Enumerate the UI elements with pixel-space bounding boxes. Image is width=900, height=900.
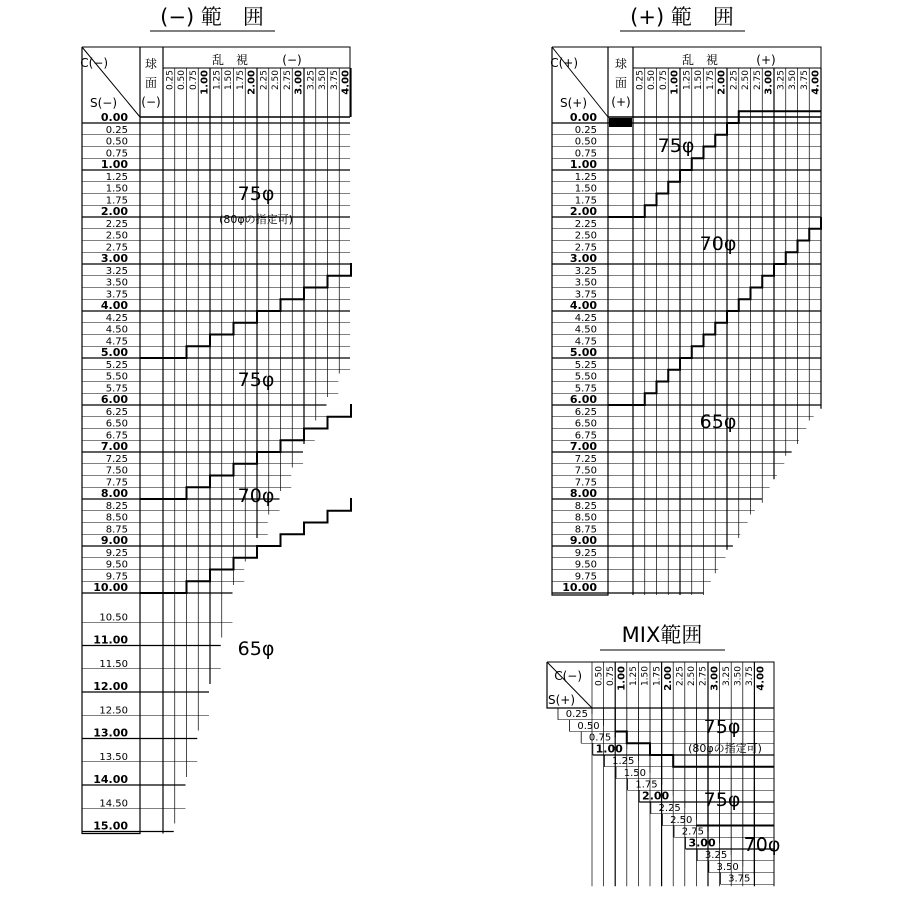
plus-sph-value-label: 2.25 bbox=[574, 218, 597, 230]
plus-cyl-label: 乱 視 bbox=[681, 53, 719, 67]
minus-sph-value-label: 8.25 bbox=[105, 500, 128, 512]
plus-sph-value-label: 0.25 bbox=[574, 124, 597, 136]
mix-zone-70: 70φ bbox=[743, 834, 781, 856]
minus-sph-value-label: 1.00 bbox=[100, 158, 128, 171]
minus-sph-value-label: 5.75 bbox=[105, 383, 128, 395]
plus-zone-65: 65φ bbox=[699, 411, 737, 433]
minus-zone-70: 70φ bbox=[237, 485, 275, 507]
minus-sph-value-label: 4.75 bbox=[105, 336, 128, 348]
minus-sph-value-label: 7.25 bbox=[105, 453, 128, 465]
plus-sph-value-label: 3.75 bbox=[574, 289, 597, 301]
minus-sph-value-label: 3.25 bbox=[105, 265, 128, 277]
mix-zone-75-b: 75φ bbox=[703, 789, 741, 811]
plus-cyl-value-label: 0.25 bbox=[635, 70, 646, 91]
minus-sph-value-label: 3.50 bbox=[105, 277, 128, 289]
minus-cyl-value-label: 2.50 bbox=[271, 70, 282, 91]
minus-sph-value-label: 2.75 bbox=[105, 242, 128, 254]
mix-sph-value-label: 3.25 bbox=[704, 850, 728, 861]
minus-sph-value-label: 7.50 bbox=[105, 465, 128, 477]
mix-sph-value-label: 2.00 bbox=[642, 789, 670, 803]
plus-sph-value-label: 5.00 bbox=[569, 346, 597, 359]
mix-sph-value-label: 2.50 bbox=[670, 814, 693, 826]
mix-sph-value-label: 3.50 bbox=[716, 861, 739, 873]
minus-zone-75-note: (80φの指定可) bbox=[219, 213, 293, 226]
plus-sphere-label-3: (+) bbox=[611, 95, 631, 109]
minus-sph-value-label: 1.75 bbox=[105, 195, 128, 207]
minus-cyl-value-label: 1.00 bbox=[199, 70, 211, 95]
mix-cyl-value-label: 3.50 bbox=[733, 666, 744, 687]
plus-boundary-75 bbox=[608, 111, 821, 217]
plus-sph-value-label: 4.25 bbox=[574, 312, 597, 324]
plus-blocked-cell bbox=[609, 118, 632, 127]
plus-sph-value-label: 8.00 bbox=[569, 487, 597, 500]
mix-sph-value-label: 2.25 bbox=[658, 803, 681, 814]
minus-sph-value-label: 0.25 bbox=[105, 124, 128, 136]
minus-sph-value-label: 13.50 bbox=[99, 751, 128, 763]
mix-cyl-value-label: 0.50 bbox=[594, 666, 605, 687]
minus-range-chart bbox=[80, 5, 351, 834]
minus-sph-value-label: 5.50 bbox=[105, 371, 128, 383]
plus-sph-value-label: 3.25 bbox=[574, 265, 597, 277]
plus-sph-value-label: 8.75 bbox=[574, 524, 597, 536]
mix-sph-value-label: 2.75 bbox=[681, 826, 704, 838]
plus-range-chart bbox=[550, 5, 821, 595]
plus-cyl-value-label: 0.75 bbox=[658, 70, 669, 91]
minus-sph-value-label: 8.50 bbox=[105, 512, 128, 524]
plus-chart-title: (+) 範 囲 bbox=[630, 5, 734, 29]
minus-sph-value-label: 14.50 bbox=[99, 798, 128, 810]
plus-cyl-sign: (+) bbox=[756, 53, 776, 67]
minus-sph-value-label: 12.50 bbox=[99, 705, 128, 717]
plus-cyl-value-label: 3.25 bbox=[776, 70, 787, 91]
plus-sph-value-label: 9.00 bbox=[569, 534, 597, 547]
mix-sph-value-label: 0.25 bbox=[565, 709, 588, 720]
plus-sph-value-label: 6.50 bbox=[574, 418, 597, 430]
mix-sph-value-label: 1.75 bbox=[635, 779, 658, 791]
minus-sph-value-label: 8.00 bbox=[100, 487, 128, 500]
plus-cyl-value-label: 3.00 bbox=[763, 70, 775, 95]
plus-sph-value-label: 6.00 bbox=[569, 393, 597, 406]
minus-sph-value-label: 9.50 bbox=[105, 559, 128, 571]
minus-cyl-value-label: 1.75 bbox=[235, 70, 246, 91]
minus-sph-value-label: 12.00 bbox=[93, 680, 128, 693]
minus-sphere-label-2: 面 bbox=[144, 76, 158, 90]
minus-sph-value-label: 6.75 bbox=[105, 430, 128, 442]
plus-sph-value-label: 9.50 bbox=[574, 559, 597, 571]
mix-sph-value-label: 0.75 bbox=[588, 732, 612, 744]
plus-sph-value-label: 7.75 bbox=[574, 477, 597, 489]
mix-cyl-value-label: 1.50 bbox=[640, 666, 651, 687]
plus-sph-value-label: 5.50 bbox=[574, 371, 597, 383]
mix-s-label: S(+) bbox=[548, 693, 576, 707]
plus-cyl-value-label: 2.25 bbox=[729, 70, 740, 91]
plus-sph-value-label: 6.25 bbox=[574, 406, 597, 418]
minus-cyl-value-label: 0.25 bbox=[165, 70, 176, 91]
minus-sph-value-label: 6.00 bbox=[100, 393, 128, 406]
plus-sph-value-label: 9.75 bbox=[574, 571, 597, 583]
plus-cyl-value-label: 1.50 bbox=[694, 70, 705, 91]
plus-sph-value-label: 8.50 bbox=[574, 512, 597, 524]
plus-sph-value-label: 1.25 bbox=[574, 171, 597, 183]
minus-sphere-label-1: 球 bbox=[144, 57, 158, 71]
plus-sph-value-label: 1.00 bbox=[569, 158, 597, 171]
mix-cyl-value-label: 2.75 bbox=[698, 666, 709, 687]
minus-sph-value-label: 3.00 bbox=[100, 252, 128, 265]
mix-sph-value-label: 1.50 bbox=[623, 767, 646, 779]
minus-sph-value-label: 10.50 bbox=[99, 612, 128, 624]
minus-sph-value-label: 0.00 bbox=[100, 111, 128, 124]
plus-sph-value-label: 2.50 bbox=[574, 230, 597, 242]
minus-sph-value-label: 6.50 bbox=[105, 418, 128, 430]
plus-sph-value-label: 1.75 bbox=[574, 195, 597, 207]
minus-cyl-value-label: 0.50 bbox=[177, 70, 188, 91]
plus-cyl-value-label: 0.50 bbox=[647, 70, 658, 91]
plus-sph-value-label: 7.25 bbox=[574, 453, 597, 465]
minus-sph-value-label: 13.00 bbox=[93, 726, 128, 740]
minus-zone-75-b: 75φ bbox=[237, 369, 275, 391]
minus-sph-value-label: 0.50 bbox=[105, 136, 128, 148]
minus-sph-value-label: 2.25 bbox=[105, 218, 128, 230]
plus-sph-value-label: 4.50 bbox=[574, 324, 597, 336]
minus-cyl-value-label: 3.50 bbox=[318, 70, 329, 91]
minus-sph-value-label: 14.00 bbox=[93, 773, 128, 786]
mix-frame bbox=[547, 662, 774, 886]
minus-cyl-value-label: 2.00 bbox=[246, 70, 258, 95]
mix-cyl-value-label: 0.75 bbox=[605, 666, 616, 687]
mix-cyl-value-label: 2.00 bbox=[662, 666, 674, 691]
plus-cyl-value-label: 4.00 bbox=[810, 70, 822, 95]
minus-c-label: C(−) bbox=[80, 56, 108, 70]
minus-sph-value-label: 9.00 bbox=[100, 534, 128, 547]
minus-sph-value-label: 1.25 bbox=[105, 171, 128, 183]
mix-cyl-value-label: 3.75 bbox=[745, 666, 756, 687]
mix-cyl-value-label: 1.00 bbox=[616, 666, 628, 691]
plus-cyl-value-label: 3.50 bbox=[788, 70, 799, 91]
plus-cyl-value-label: 2.00 bbox=[716, 70, 728, 95]
plus-c-label: C(+) bbox=[550, 56, 578, 70]
minus-cyl-value-label: 0.75 bbox=[188, 70, 199, 91]
minus-sph-value-label: 11.00 bbox=[93, 633, 128, 647]
minus-zone-65: 65φ bbox=[237, 638, 275, 660]
minus-sph-value-label: 10.00 bbox=[93, 581, 128, 594]
minus-sph-value-label: 11.50 bbox=[99, 658, 128, 670]
plus-sph-value-label: 7.50 bbox=[574, 465, 597, 477]
minus-sph-value-label: 6.25 bbox=[105, 406, 128, 418]
plus-sph-value-label: 9.25 bbox=[574, 547, 597, 559]
mix-chart-title: MIX範囲 bbox=[621, 623, 703, 647]
plus-sph-value-label: 7.00 bbox=[569, 440, 597, 453]
plus-cyl-value-label: 2.50 bbox=[741, 70, 752, 91]
mix-sph-value-label: 1.00 bbox=[595, 742, 623, 756]
plus-sph-value-label: 4.00 bbox=[569, 299, 597, 312]
mix-sph-value-label: 1.25 bbox=[612, 756, 635, 767]
minus-chart-title: (−) 範 囲 bbox=[160, 5, 264, 29]
minus-zone-75-a: 75φ bbox=[237, 183, 275, 205]
minus-cyl-value-label: 3.75 bbox=[329, 70, 340, 91]
minus-sph-value-label: 2.50 bbox=[105, 230, 128, 242]
plus-sph-value-label: 0.50 bbox=[574, 136, 597, 148]
plus-sph-value-label: 5.75 bbox=[574, 383, 597, 395]
minus-sph-value-label: 4.25 bbox=[105, 312, 128, 324]
minus-sph-value-label: 9.25 bbox=[105, 547, 128, 559]
minus-sph-value-label: 4.00 bbox=[100, 299, 128, 312]
plus-cyl-value-label: 1.00 bbox=[669, 70, 681, 95]
minus-sphere-label-3: (−) bbox=[141, 95, 161, 109]
minus-sph-value-label: 1.50 bbox=[105, 183, 128, 195]
plus-cyl-value-label: 3.75 bbox=[799, 70, 810, 91]
plus-sph-value-label: 2.75 bbox=[574, 242, 597, 254]
mix-cyl-value-label: 2.25 bbox=[675, 666, 686, 687]
minus-sph-value-label: 7.00 bbox=[100, 440, 128, 453]
mix-cyl-value-label: 3.00 bbox=[709, 666, 721, 691]
plus-cyl-value-label: 1.25 bbox=[682, 70, 693, 91]
minus-sph-value-label: 9.75 bbox=[105, 571, 128, 583]
plus-sph-value-label: 10.00 bbox=[562, 581, 597, 594]
minus-s-label: S(−) bbox=[90, 96, 118, 110]
minus-sph-value-label: 2.00 bbox=[100, 205, 128, 218]
plus-zone-70: 70φ bbox=[699, 233, 737, 255]
plus-sph-value-label: 5.25 bbox=[574, 359, 597, 371]
minus-cyl-label: 乱 視 bbox=[211, 53, 249, 67]
plus-zone-75: 75φ bbox=[657, 135, 695, 157]
minus-cyl-value-label: 2.25 bbox=[259, 70, 270, 91]
mix-cyl-value-label: 4.00 bbox=[755, 666, 767, 691]
plus-sph-value-label: 0.75 bbox=[574, 148, 597, 160]
plus-sph-value-label: 2.00 bbox=[569, 205, 597, 218]
plus-sph-value-label: 3.00 bbox=[569, 252, 597, 265]
minus-sph-value-label: 3.75 bbox=[105, 289, 128, 301]
minus-cyl-value-label: 2.75 bbox=[282, 70, 293, 91]
plus-sph-value-label: 6.75 bbox=[574, 430, 597, 442]
plus-sph-value-label: 3.50 bbox=[574, 277, 597, 289]
mix-sph-value-label: 0.50 bbox=[577, 720, 600, 732]
plus-sph-value-label: 0.00 bbox=[569, 111, 597, 124]
minus-cyl-value-label: 1.25 bbox=[212, 70, 223, 91]
mix-zone-75-note: (80φの指定可) bbox=[688, 742, 762, 755]
minus-sph-value-label: 0.75 bbox=[105, 148, 128, 160]
plus-sph-value-label: 4.75 bbox=[574, 336, 597, 348]
mix-cyl-value-label: 2.50 bbox=[687, 666, 698, 687]
minus-sph-value-label: 5.00 bbox=[100, 346, 128, 359]
mix-cyl-value-label: 3.25 bbox=[721, 666, 732, 687]
minus-cyl-value-label: 4.00 bbox=[340, 70, 352, 95]
minus-sph-value-label: 5.25 bbox=[105, 359, 128, 371]
plus-sph-value-label: 8.25 bbox=[574, 500, 597, 512]
minus-cyl-value-label: 3.00 bbox=[293, 70, 305, 95]
plus-cyl-value-label: 1.75 bbox=[705, 70, 716, 91]
minus-cyl-sign: (−) bbox=[282, 53, 302, 67]
minus-cyl-value-label: 3.25 bbox=[306, 70, 317, 91]
minus-sph-value-label: 8.75 bbox=[105, 524, 128, 536]
plus-s-label: S(+) bbox=[560, 96, 588, 110]
mix-cyl-value-label: 1.75 bbox=[652, 666, 663, 687]
mix-c-label: C(−) bbox=[554, 669, 582, 683]
mix-cyl-value-label: 1.25 bbox=[629, 666, 640, 687]
mix-range-chart bbox=[547, 623, 780, 886]
minus-sph-value-label: 7.75 bbox=[105, 477, 128, 489]
minus-sph-value-label: 15.00 bbox=[93, 819, 128, 833]
plus-sph-value-label: 1.50 bbox=[574, 183, 597, 195]
mix-zone-75-a: 75φ bbox=[703, 716, 741, 738]
mix-sph-value-label: 3.75 bbox=[728, 873, 751, 885]
mix-sph-value-label: 3.00 bbox=[688, 836, 716, 850]
minus-cyl-value-label: 1.50 bbox=[224, 70, 235, 91]
minus-sph-value-label: 4.50 bbox=[105, 324, 128, 336]
plus-cyl-value-label: 2.75 bbox=[752, 70, 763, 91]
plus-sphere-label-1: 球 bbox=[614, 57, 628, 71]
plus-sphere-label-2: 面 bbox=[614, 76, 628, 90]
